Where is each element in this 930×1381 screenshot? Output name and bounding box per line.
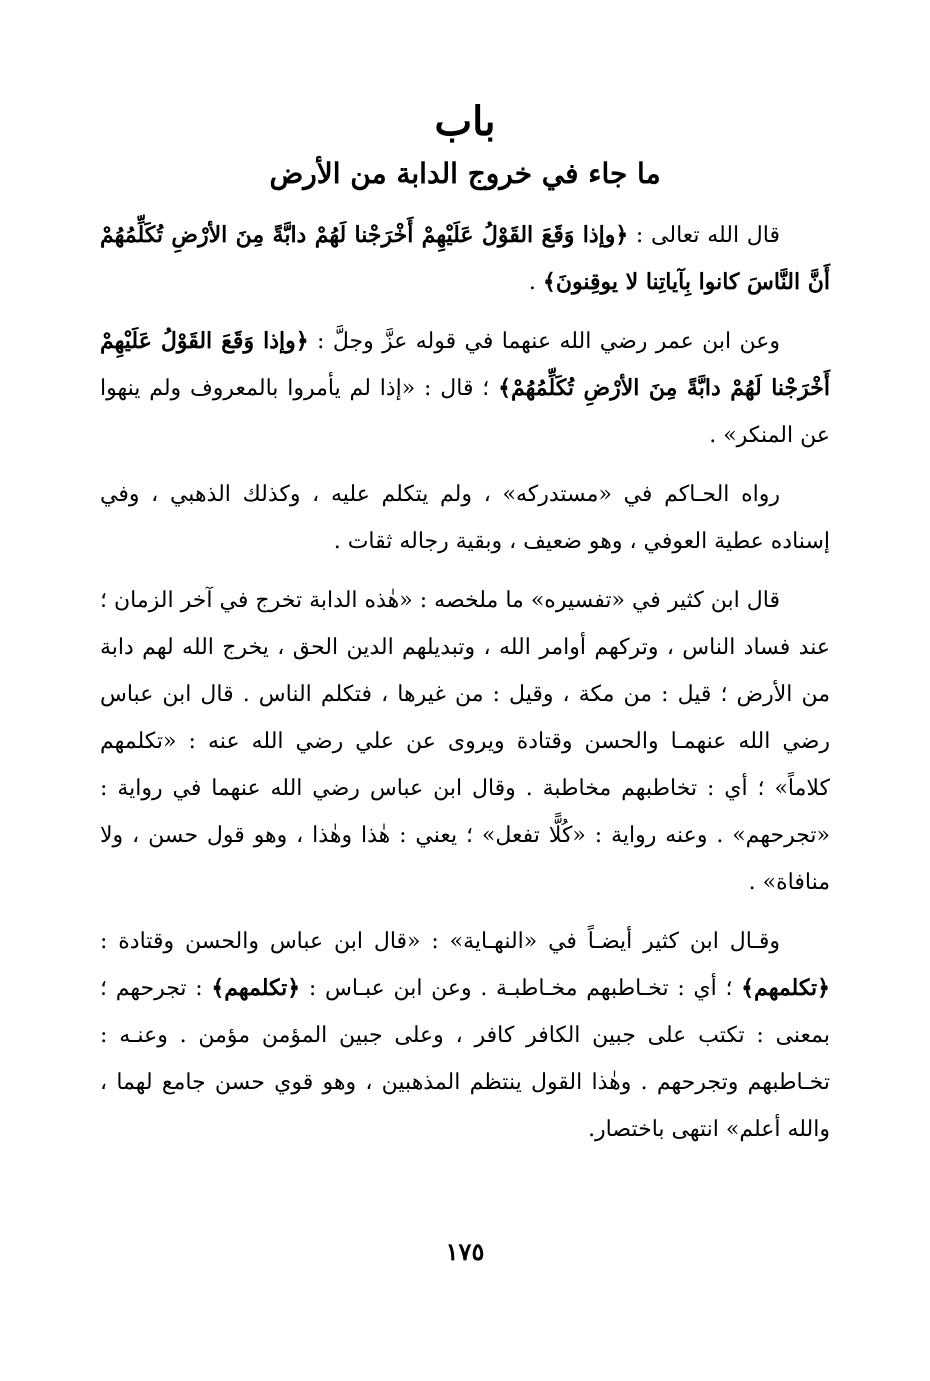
chapter-label: باب [434, 98, 496, 145]
paragraph-text: وقـال ابن كثير أيضـاً في «النهـاية» : «قال ابن عباس والحسن وقتادة : [100, 929, 780, 954]
page-number: ١٧٥ [445, 1237, 485, 1266]
paragraph-ibn-kathir-nihaya [100, 918, 830, 1153]
chapter-title: ما جاء في خروج الدابة من الأرض [269, 157, 661, 190]
paragraph-text: ؛ أي : تخـاطبهم مخـاطبـة . وعن ابن عبـاس : [300, 976, 742, 1001]
paragraph-ibn-umar [100, 318, 830, 459]
paragraph-text: : تجرحهم ؛ بمعنى : تكتب على جبين الكافر كافر ، وعلى جبين المؤمن مؤمن . وعنـه : تخـاطبهم وتجرحهم . وهٰذا القول ينتظم المذهبين ، وهو قوي حسن جامع لهما ، والله أعلم» انتهى باختصار. [100, 976, 830, 1142]
quran-quote: ﴿وإذا وَقَعَ القَوْلُ عَلَيْهِمْ أَخْرَجْنا لَهُمْ دابَّةً مِنَ الأرْضِ تُكَلِّمُهُمْ أَنَّ النَّاسَ كانوا بِآياتِنا لا يوقِنونَ﴾ [100, 222, 830, 295]
paragraph-text: . [528, 270, 543, 295]
quran-quote: ﴿وإذا وَقَعَ القَوْلُ عَلَيْهِمْ أَخْرَجْنا لَهُمْ دابَّةً مِنَ الأرْضِ تُكَلِّمُهُمْ﴾ [100, 328, 830, 401]
paragraph-quran-verse [100, 212, 830, 306]
paragraph-text: ؛ قال : «إذا لم يأمروا بالمعروف ولم ينهوا عن المنكر» . [100, 376, 830, 448]
quran-quote: ﴿تكلمهم﴾ [741, 975, 830, 1001]
paragraph-text: وعن ابن عمر رضي الله عنهما في قوله عزَّ وجلَّ : [308, 329, 780, 354]
paragraph-ibn-kathir-tafsir: قال ابن كثير في «تفسيره» ما ملخصه : «هٰذه الدابة تخرج في آخر الزمان ؛ عند فساد الناس ، وتركهم أوامر الله ، وتبديلهم الدين الحق ، يخرج الله لهم دابة من الأرض ؛ قيل : من مكة ، وقيل : من غيرها ، فتكلم الناس . قال ابن عباس رضي الله عنهمـا والحسن وقتادة ويروى عن علي رضي الله عنه : «تكلمهم كلاماً» ؛ أي : تخاطبهم مخاطبة . وقال ابن عباس رضي الله عنهما في رواية : «تجرحهم» . وعنه رواية : «كُلًّا تفعل» ؛ يعني : هٰذا وهٰذا ، وهو قول حسن ، ولا منافاة» . [100, 588, 830, 895]
paragraph-text: قال الله تعالى : [628, 223, 780, 248]
quran-quote: ﴿تكلمهم﴾ [211, 975, 301, 1001]
paragraph-hakim: رواه الحـاكم في «مستدركه» ، ولم يتكلم عليه ، وكذلك الذهبي ، وفي إسناده عطية العوفي ، وهو ضعيف ، وبقية رجاله ثقات . [100, 482, 830, 554]
